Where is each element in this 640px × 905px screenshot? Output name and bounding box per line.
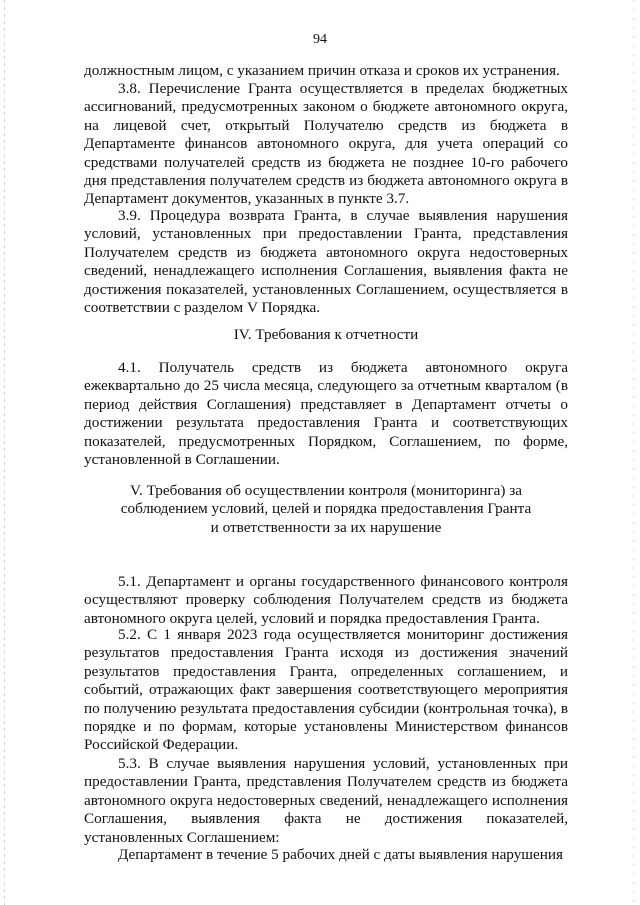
paragraph-3-8: 3.8. Перечисление Гранта осуществляется в пределах бюджетных ассигнований, предусмотренных законом о бюджете автономного округа, на лицевой счет, открытый Получателю средств из бюджета в Департаменте финансов автономного округа, для учета операций со средствами получателей средств из бюджета не позднее 10-го рабочего дня представления получателем средств из бюджета автономного округа в Департамент документов, указанных в пункте 3.7. xyxy=(84,80,568,208)
paragraph-4-1: 4.1. Получатель средств из бюджета автономного округа ежеквартально до 25 числа месяца, следующего за отчетным кварталом (в период действия Соглашения) представляет в Департамент отчеты о достижении результата предоставления Гранта и соответствующих показателей, предусмотренных Порядком, Соглашением, по форме, установленной в Соглашении. xyxy=(84,359,568,469)
paragraph-5-3: 5.3. В случае выявления нарушения условий, установленных при предоставлении Гранта, представления Получателем средств из бюджета автономного округа недостоверных сведений, ненадлежащего исполнения Соглашения, выявления факта не достижения показателей, установленных Соглашением: xyxy=(84,755,568,846)
section-heading-v-line2: соблюдением условий, целей и порядка предоставления Гранта xyxy=(120,500,532,518)
paragraph-5-3-continued: Департамент в течение 5 рабочих дней с даты выявления нарушения xyxy=(118,846,563,863)
scan-edge-right xyxy=(633,0,634,905)
section-heading-v xyxy=(84,482,568,537)
section-heading-v-line1: V. Требования об осуществлении контроля (мониторинга) за xyxy=(129,482,523,499)
paragraph-continuation: должностным лицом, с указанием причин отказа и сроков их устранения. xyxy=(84,62,560,79)
paragraph-5-1: 5.1. Департамент и органы государственного финансового контроля осуществляют проверку соблюдения Получателем средств из бюджета автономного округа целей, условий и порядка предоставления Гранта. xyxy=(84,573,568,627)
paragraph-3-9: 3.9. Процедура возврата Гранта, в случае выявления нарушения условий, установленных при предоставлении Гранта, представления Получателем средств из бюджета автономного округа недостоверных сведений, ненадлежащего исполнения Соглашения, выявления факта не достижения показателей, установленных Соглашением, осуществляется в соответствии с разделом V Порядка. xyxy=(84,207,568,317)
page-number: 94 xyxy=(313,32,327,47)
section-heading-iv: IV. Требования к отчетности xyxy=(233,326,419,343)
paragraph-5-2: 5.2. С 1 января 2023 года осуществляется мониторинг достижения результатов предоставления Гранта исходя из достижения значений результатов предоставления Гранта, определенных соглашением, и событий, отражающих факт завершения соответствующего мероприятия по получению результата предоставления субсидии (контрольная точка), в порядке и по формам, которые установлены Министерством финансов Российской Федерации. xyxy=(84,626,568,754)
section-heading-v-line3: и ответственности за их нарушение xyxy=(210,518,442,536)
scan-edge-left xyxy=(4,0,5,905)
